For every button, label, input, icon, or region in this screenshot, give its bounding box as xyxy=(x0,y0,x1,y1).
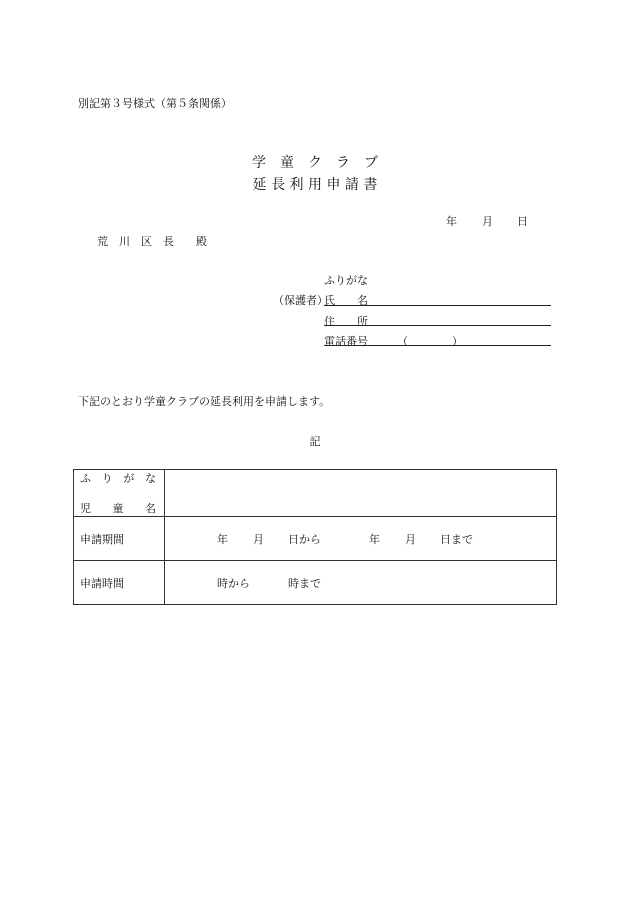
table-row-time xyxy=(74,561,557,605)
period-year2: 年 xyxy=(369,532,380,546)
char: な xyxy=(144,472,156,485)
child-name-input-cell[interactable] xyxy=(165,470,557,517)
phone-label: 電話番号 xyxy=(324,335,368,348)
applicant-furigana-label: ふりがな xyxy=(324,274,368,287)
date-month: 月 xyxy=(482,215,493,228)
time-label: 申請時間 xyxy=(74,561,165,605)
name-field-line[interactable] xyxy=(324,305,551,306)
char: り xyxy=(101,472,113,485)
char: 名 xyxy=(145,502,156,515)
char: が xyxy=(123,472,135,485)
time-to: 時まで xyxy=(288,576,321,590)
child-label-cell xyxy=(74,470,165,517)
char: 童 xyxy=(112,502,124,515)
guardian-label: （保護者） xyxy=(273,294,328,307)
period-year1: 年 xyxy=(217,532,228,546)
period-month1: 月 xyxy=(253,532,264,546)
form-number: 別記第３号様式（第５条関係） xyxy=(78,97,232,110)
phone-field-line[interactable] xyxy=(324,345,551,346)
ki-heading: 記 xyxy=(309,435,321,448)
time-input-cell[interactable] xyxy=(165,561,557,605)
address-label: 住 所 xyxy=(324,315,368,328)
title-line-2: 延 長 利 用 申 請 書 xyxy=(252,177,378,193)
child-name-label xyxy=(80,500,164,516)
date-year: 年 xyxy=(446,215,457,228)
date-day: 日 xyxy=(517,215,528,228)
period-day-to: 日まで xyxy=(440,532,473,546)
name-label: 氏 名 xyxy=(324,294,368,307)
period-month2: 月 xyxy=(405,532,416,546)
table-row-period xyxy=(74,517,557,561)
phone-paren-open: （ xyxy=(397,335,408,348)
char: 児 xyxy=(80,502,91,515)
char: ふ xyxy=(80,472,91,485)
table-row-child xyxy=(74,470,557,517)
child-furigana-label xyxy=(80,470,164,486)
phone-paren-close: ） xyxy=(452,335,463,348)
address-field-line[interactable] xyxy=(324,325,551,326)
body-text: 下記のとおり学童クラブの延長利用を申請します。 xyxy=(78,395,331,408)
period-day-from: 日から xyxy=(288,532,321,546)
period-label: 申請期間 xyxy=(74,517,165,561)
addressee: 荒 川 区 長 殿 xyxy=(97,235,207,248)
period-input-cell[interactable] xyxy=(165,517,557,561)
application-table xyxy=(73,469,557,605)
title-line-1: 学 童 ク ラ ブ xyxy=(252,155,378,171)
time-from: 時から xyxy=(217,576,250,590)
